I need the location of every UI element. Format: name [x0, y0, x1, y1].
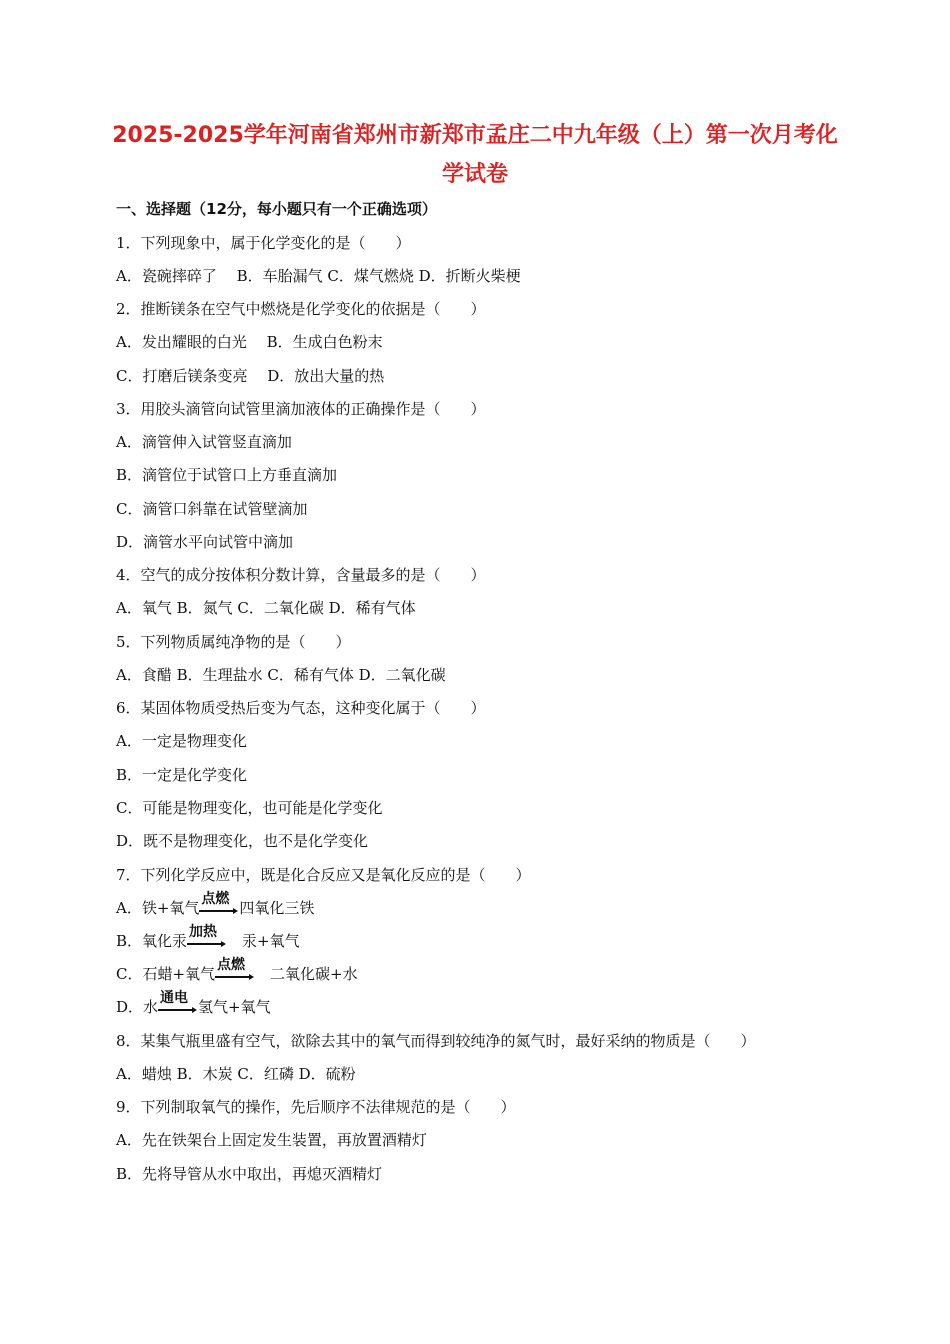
question-9-option-b: B．先将导管从水中取出，再熄灭酒精灯 — [116, 1165, 383, 1183]
arrow-icon — [199, 910, 235, 912]
question-7-option-c — [116, 957, 358, 984]
arrow-icon — [215, 976, 251, 978]
question-1-options: A．瓷碗摔碎了 B．车胎漏气 C．煤气燃烧 D．折断火柴梗 — [116, 267, 521, 285]
question-3-option-a: A．滴管伸入试管竖直滴加 — [116, 433, 292, 451]
reaction-condition: 点燃 — [217, 957, 246, 973]
reaction-condition: 加热 — [189, 924, 218, 940]
reaction-condition: 点燃 — [201, 891, 230, 907]
document-title-line1: 2025-2025学年河南省郑州市新郑市孟庄二中九年级（上）第一次月考化 — [112, 123, 838, 148]
question-8: 8．某集气瓶里盛有空气，欲除去其中的氧气而得到较纯净的氮气时，最好采纳的物质是（ ） — [116, 1032, 756, 1050]
reaction-left: A．铁+氧气 — [116, 899, 200, 917]
question-7-option-b — [116, 924, 300, 951]
question-8-options: A．蜡烛 B．木炭 C．红磷 D．硫粉 — [116, 1065, 356, 1083]
question-6-option-b: B．一定是化学变化 — [116, 766, 248, 784]
question-6-option-a: A．一定是物理变化 — [116, 732, 247, 750]
reaction-right: 氢气+氧气 — [198, 998, 271, 1016]
question-2-options-ab: A．发出耀眼的白光 B．生成白色粉末 — [116, 333, 383, 351]
question-7-option-a — [116, 891, 315, 918]
question-6-option-d: D．既不是物理变化，也不是化学变化 — [116, 832, 369, 850]
arrow-icon — [158, 1009, 194, 1011]
reaction-arrow — [215, 957, 255, 984]
question-9: 9．下列制取氧气的操作，先后顺序不法律规范的是（ ） — [116, 1098, 516, 1116]
reaction-arrow — [187, 924, 227, 951]
question-3-option-d: D．滴管水平向试管中滴加 — [116, 533, 294, 551]
question-7-option-d — [116, 990, 271, 1017]
question-3-option-b: B．滴管位于试管口上方垂直滴加 — [116, 466, 338, 484]
question-4-options: A．氧气 B．氮气 C．二氧化碳 D．稀有气体 — [116, 599, 416, 617]
arrow-icon — [187, 943, 223, 945]
question-6-option-c: C．可能是物理变化，也可能是化学变化 — [116, 799, 383, 817]
reaction-left: C．石蜡+氧气 — [116, 965, 216, 983]
question-9-option-a: A．先在铁架台上固定发生装置，再放置酒精灯 — [116, 1131, 427, 1149]
reaction-arrow — [158, 990, 198, 1017]
question-3: 3．用胶头滴管向试管里滴加液体的正确操作是（ ） — [116, 400, 486, 418]
reaction-left: D．水 — [116, 998, 159, 1016]
question-4: 4．空气的成分按体积分数计算，含量最多的是（ ） — [116, 566, 486, 584]
reaction-condition: 通电 — [160, 990, 189, 1006]
question-5: 5．下列物质属纯净物的是（ ） — [116, 633, 351, 651]
reaction-right: 二氧化碳+水 — [255, 965, 358, 983]
question-7: 7．下列化学反应中，既是化合反应又是氧化反应的是（ ） — [116, 866, 531, 884]
question-1: 1．下列现象中，属于化学变化的是（ ） — [116, 234, 411, 252]
document-title-line2: 学试卷 — [441, 162, 508, 187]
section-heading: 一、选择题（12分，每小题只有一个正确选项） — [116, 200, 437, 218]
question-3-option-c: C．滴管口斜靠在试管壁滴加 — [116, 500, 308, 518]
question-2: 2．推断镁条在空气中燃烧是化学变化的依据是（ ） — [116, 300, 486, 318]
reaction-arrow — [199, 891, 239, 918]
question-2-options-cd: C．打磨后镁条变亮 D．放出大量的热 — [116, 367, 385, 385]
question-5-options: A．食醋 B．生理盐水 C．稀有气体 D．二氧化碳 — [116, 666, 446, 684]
reaction-right: 汞+氧气 — [227, 932, 300, 950]
reaction-right: 四氧化三铁 — [239, 899, 315, 917]
question-6: 6．某固体物质受热后变为气态，这种变化属于（ ） — [116, 699, 486, 717]
reaction-left: B．氧化汞 — [116, 932, 188, 950]
